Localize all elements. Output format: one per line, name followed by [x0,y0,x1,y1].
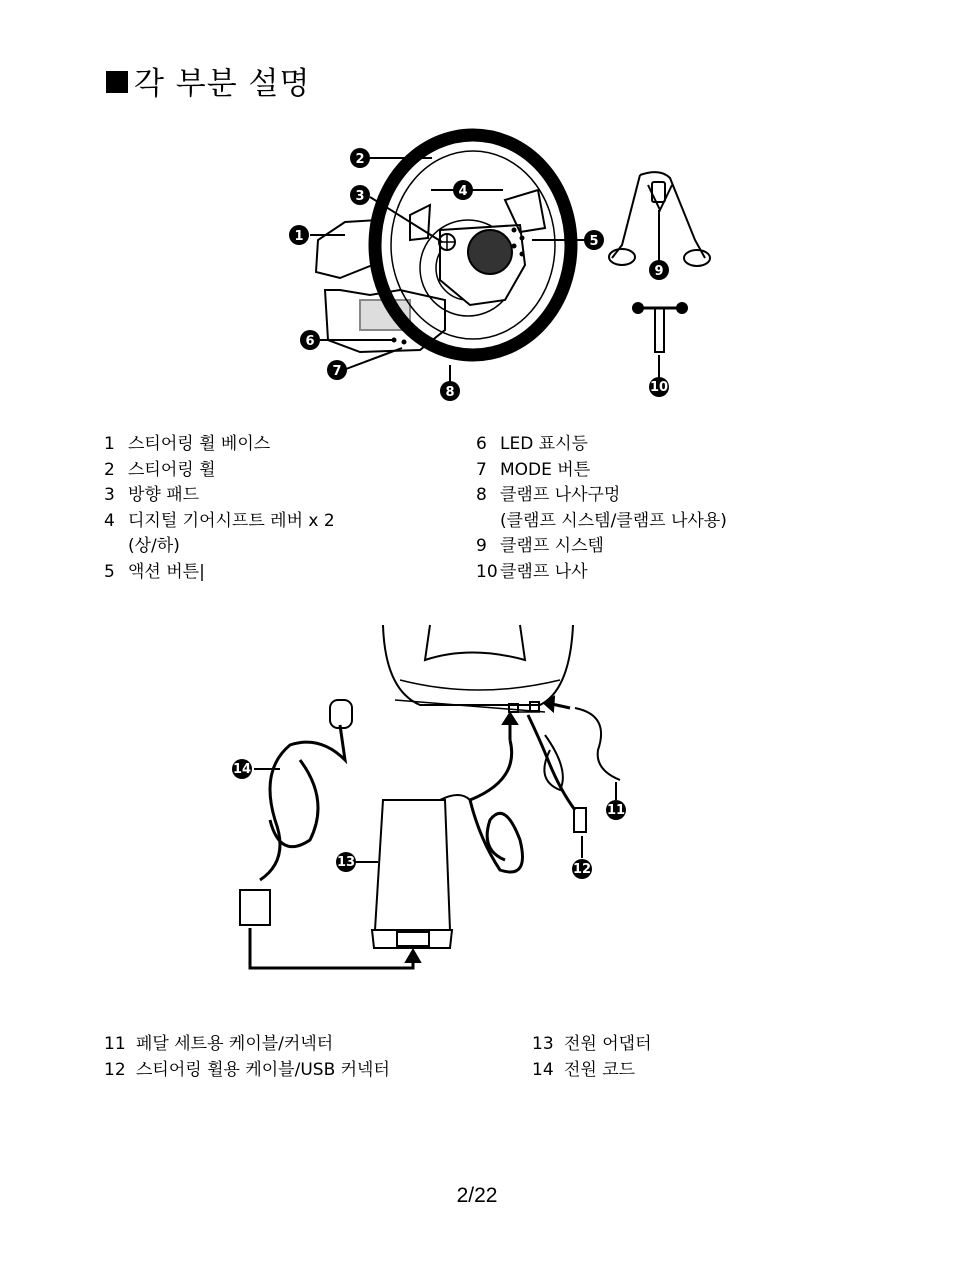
list-item: 10 클램프 나사 [476,561,588,582]
callout-1 [289,225,309,245]
page-number: 2/22 [456,1184,498,1207]
svg-text:3: 3 [355,189,365,204]
svg-text:13: 13 [336,855,356,870]
callout-14 [232,759,252,779]
callout-11 [606,800,626,820]
callout-13 [336,852,356,872]
wheel-bottom-view [383,625,573,705]
svg-text:14: 14 [232,762,252,777]
callout-6 [300,330,320,350]
gt-logo [468,230,512,274]
list-item-continuation: (상/하) [128,536,180,556]
list-item: 8 클램프 나사구멍 [476,485,621,505]
callout-4 [453,180,473,200]
list-item: 7 MODE 버튼 [476,459,591,480]
callout-5 [584,230,604,250]
svg-text:4: 4 [458,184,468,199]
cables-list-right [532,1032,652,1083]
list-item: 5 액션 버튼| [104,561,205,582]
list-item: 6 LED 표시등 [476,434,588,454]
callout-markers-bottom [232,759,626,879]
pedal-cable [575,708,620,780]
power-adapter [375,800,450,930]
callout-10 [649,377,669,397]
parts-list-right [476,432,727,585]
cable-illustration [240,625,620,968]
svg-text:1: 1 [294,229,304,244]
paddle-left [410,205,430,240]
list-item: 12 스티어링 휠용 케이블/USB 커넥터 [104,1059,390,1080]
callout-2 [350,148,370,168]
callout-12 [572,859,592,879]
list-item: 14 전원 코드 [532,1059,636,1080]
list-item: 1 스티어링 휠 베이스 [104,434,271,454]
power-cord [260,725,345,880]
list-item: 2 스티어링 휠 [104,459,216,480]
svg-text:9: 9 [654,264,664,279]
usb-cable [528,715,575,810]
callout-3 [350,185,370,205]
parts-list-left [104,432,335,585]
list-item: 3 방향 패드 [104,485,200,505]
list-item: 9 클램프 시스템 [476,536,604,556]
svg-text:2: 2 [355,152,365,167]
svg-text:7: 7 [332,364,342,379]
callout-9 [649,260,669,280]
list-item-continuation: (클램프 시스템/클램프 나사용) [500,510,727,531]
svg-text:5: 5 [589,234,599,249]
callout-8 [440,381,460,401]
svg-text:10: 10 [649,380,669,395]
callout-7 [327,360,347,380]
list-item: 13 전원 어댑터 [532,1034,652,1054]
svg-text:8: 8 [445,385,455,400]
svg-text:12: 12 [572,862,592,877]
svg-text:11: 11 [606,803,626,818]
list-item: 11 페달 세트용 케이블/커넥터 [104,1034,334,1054]
svg-text:6: 6 [305,334,315,349]
cables-list-left [104,1032,390,1083]
page-title: 각 부분 설명 [106,58,310,103]
list-item: 4 디지털 기어시프트 레버 x 2 [104,510,335,531]
